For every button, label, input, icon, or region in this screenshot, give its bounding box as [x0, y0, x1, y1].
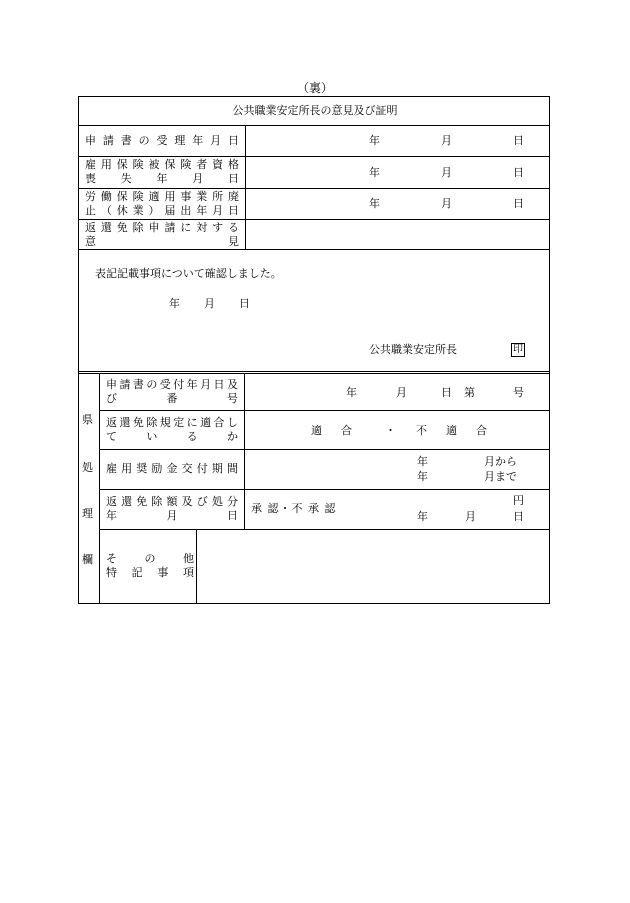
divider: [99, 489, 549, 490]
row-label: 返還免除規定に適合し ているか: [106, 416, 238, 443]
period-from: 月から: [484, 455, 517, 468]
divider: [245, 125, 246, 249]
month-field: 月: [441, 134, 452, 147]
divider: [79, 188, 549, 189]
separator-dot: ・: [385, 424, 396, 437]
year-field: 年: [369, 166, 380, 179]
divider: [79, 219, 549, 220]
year-field: 年: [417, 470, 428, 483]
row-label: 雇用保険被保険者資格 喪失年月日: [85, 158, 239, 185]
row-label: 返還免除額及び処分 年月日: [106, 495, 238, 522]
year-field: 年: [417, 510, 428, 523]
row-label: 返還免除申請に対する 意見: [85, 221, 239, 248]
signer-label: 公共職業安定所長: [369, 343, 457, 356]
divider: [99, 449, 549, 450]
confirm-text: 表記記載事項について確認しました。: [95, 267, 282, 280]
approval-options: 承 認・不 承 認: [251, 502, 337, 515]
side-label-char: 欄: [82, 553, 93, 566]
year-field: 年: [369, 134, 380, 147]
year-field: 年: [346, 386, 357, 399]
divider: [79, 373, 549, 374]
month-field: 月: [441, 166, 452, 179]
row-label: 労働保険適用事業所廃 止（休業）届出年月日: [85, 190, 239, 217]
year-field: 年: [369, 197, 380, 210]
row-label: その他 特記事項: [106, 552, 194, 579]
divider: [244, 373, 245, 529]
seal-box: 印: [513, 344, 523, 355]
day-field: 日: [441, 386, 452, 399]
divider: [79, 125, 549, 126]
number-suffix: 号: [513, 386, 524, 399]
day-field: 日: [513, 510, 524, 523]
side-label-char: 県: [82, 413, 93, 426]
day-field: 日: [239, 297, 250, 310]
period-to: 月まで: [484, 470, 517, 483]
number-prefix: 第: [464, 386, 475, 399]
day-field: 日: [513, 197, 524, 210]
divider: [99, 529, 549, 530]
yen-unit: 円: [513, 494, 524, 507]
month-field: 月: [204, 297, 215, 310]
year-field: 年: [169, 297, 180, 310]
row-label: 雇用奨励金交付期間: [106, 462, 238, 475]
row-label: 申請書の受付年月日及 び番号: [106, 378, 238, 405]
side-label-char: 処: [82, 461, 93, 474]
page-label: （裏）: [296, 81, 333, 95]
form-frame: [78, 96, 550, 604]
year-field: 年: [417, 455, 428, 468]
divider: [79, 249, 549, 250]
side-label-char: 理: [82, 507, 93, 520]
divider: [79, 156, 549, 157]
nonconform-option: 不 適 合: [416, 424, 491, 437]
month-field: 月: [396, 386, 407, 399]
month-field: 月: [441, 197, 452, 210]
day-field: 日: [513, 166, 524, 179]
divider: [79, 371, 549, 372]
divider: [196, 529, 197, 604]
day-field: 日: [513, 134, 524, 147]
section-title: 公共職業安定所長の意見及び証明: [232, 104, 398, 117]
conform-option: 適 合: [311, 424, 356, 437]
divider: [99, 410, 549, 411]
row-label: 申請書の受理年月日: [85, 134, 239, 147]
month-field: 月: [465, 510, 476, 523]
